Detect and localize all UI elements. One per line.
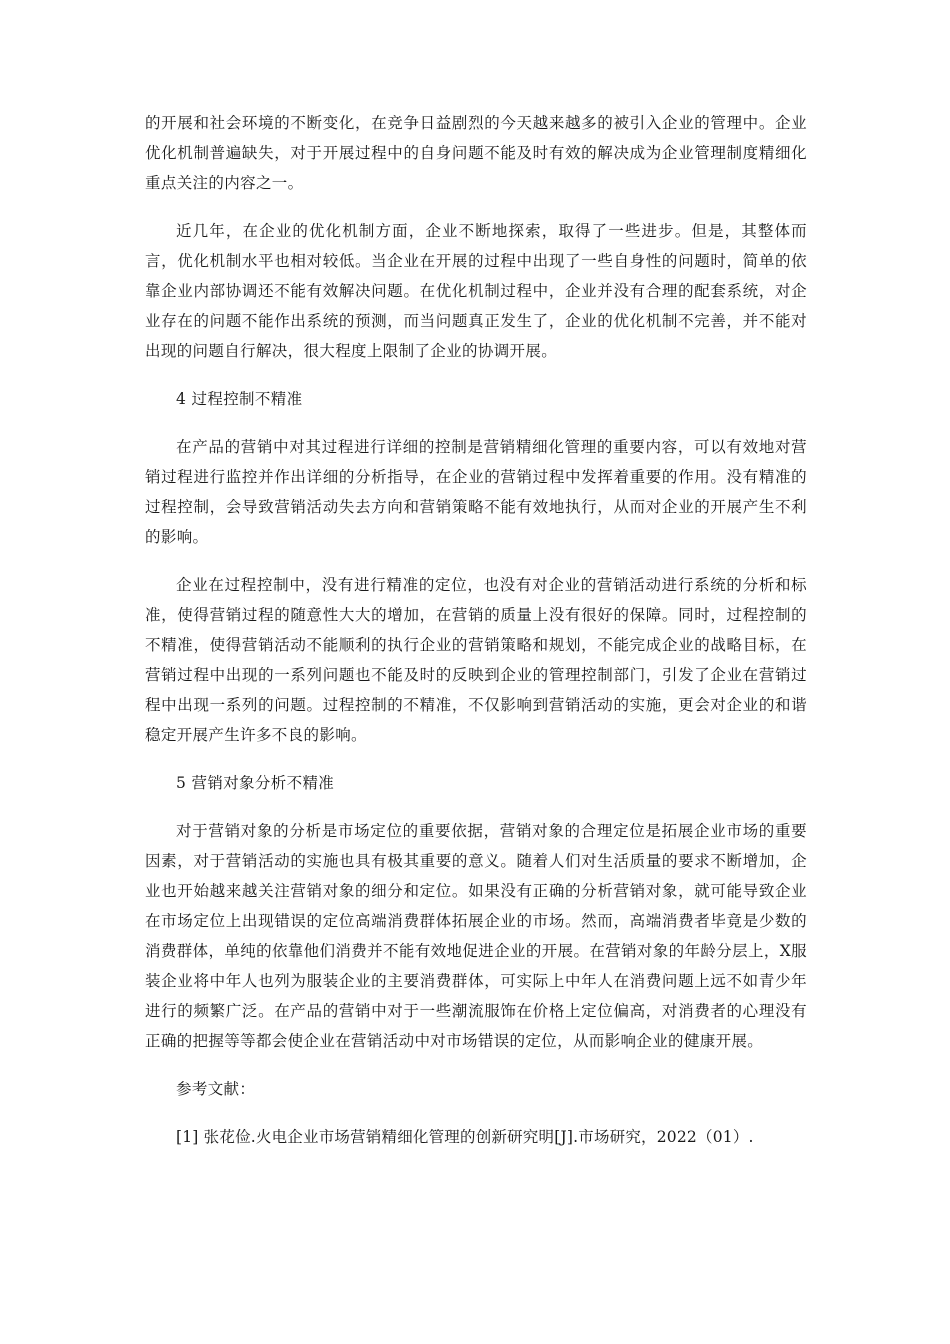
section-heading-5: 5 营销对象分析不精准 (176, 774, 335, 792)
document-page (145, 108, 807, 1152)
paragraph-optimization-mechanism: 近几年，在企业的优化机制方面，企业不断地探索，取得了一些进步。但是，其整体而言，优化机制水平也相对较低。当企业在开展的过程中出现了一些自身性的问题时，简单的依靠企业内部协调还不能有效解决问题。在优化机制过程中，企业并没有合理的配套系统，对企业存在的问题不能作出系统的预测，而当问题真正发生了，企业的优化机制不完善，并不能对出现的问题自行解决，很大程度上限制了企业的协调开展。 (145, 222, 807, 360)
reference-item-1: [1] 张花俭.火电企业市场营销精细化管理的创新研究明[J].市场研究，2022（01）. (176, 1128, 754, 1146)
paragraph-marketing-target: 对于营销对象的分析是市场定位的重要依据，营销对象的合理定位是拓展企业市场的重要因素，对于营销活动的实施也具有极其重要的意义。随着人们对生活质量的要求不断增加，企业也开始越来越关注营销对象的细分和定位。如果没有正确的分析营销对象，就可能导致企业在市场定位上出现错误的定位高端消费群体拓展企业的市场。然而，高端消费者毕竟是少数的消费群体，单纯的依靠他们消费并不能有效地促进企业的开展。在营销对象的年龄分层上，X服装企业将中年人也列为服装企业的主要消费群体，可实际上中年人在消费问题上远不如青少年进行的频繁广泛。在产品的营销中对于一些潮流服饰在价格上定位偏高，对消费者的心理没有正确的把握等等都会使企业在营销活动中对市场错误的定位，从而影响企业的健康开展。 (145, 822, 807, 1050)
section-heading-4: 4 过程控制不精准 (176, 390, 303, 408)
paragraph-process-control-2: 企业在过程控制中，没有进行精准的定位，也没有对企业的营销活动进行系统的分析和标准，使得营销过程的随意性大大的增加，在营销的质量上没有很好的保障。同时，过程控制的不精准，使得营销活动不能顺利的执行企业的营销策略和规划，不能完成企业的战略目标，在营销过程中出现的一系列问题也不能及时的反映到企业的管理控制部门，引发了企业在营销过程中出现一系列的问题。过程控制的不精准，不仅影响到营销活动的实施，更会对企业的和谐稳定开展产生许多不良的影响。 (145, 576, 807, 744)
paragraph-continued: 的开展和社会环境的不断变化，在竞争日益剧烈的今天越来越多的被引入企业的管理中。企业优化机制普遍缺失，对于开展过程中的自身问题不能及时有效的解决成为企业管理制度精细化重点关注的内容之一。 (145, 114, 807, 192)
paragraph-process-control-1: 在产品的营销中对其过程进行详细的控制是营销精细化管理的重要内容，可以有效地对营销过程进行监控并作出详细的分析指导，在企业的营销过程中发挥着重要的作用。没有精准的过程控制，会导致营销活动失去方向和营销策略不能有效地执行，从而对企业的开展产生不利的影响。 (145, 438, 807, 546)
references-title: 参考文献： (176, 1080, 256, 1098)
